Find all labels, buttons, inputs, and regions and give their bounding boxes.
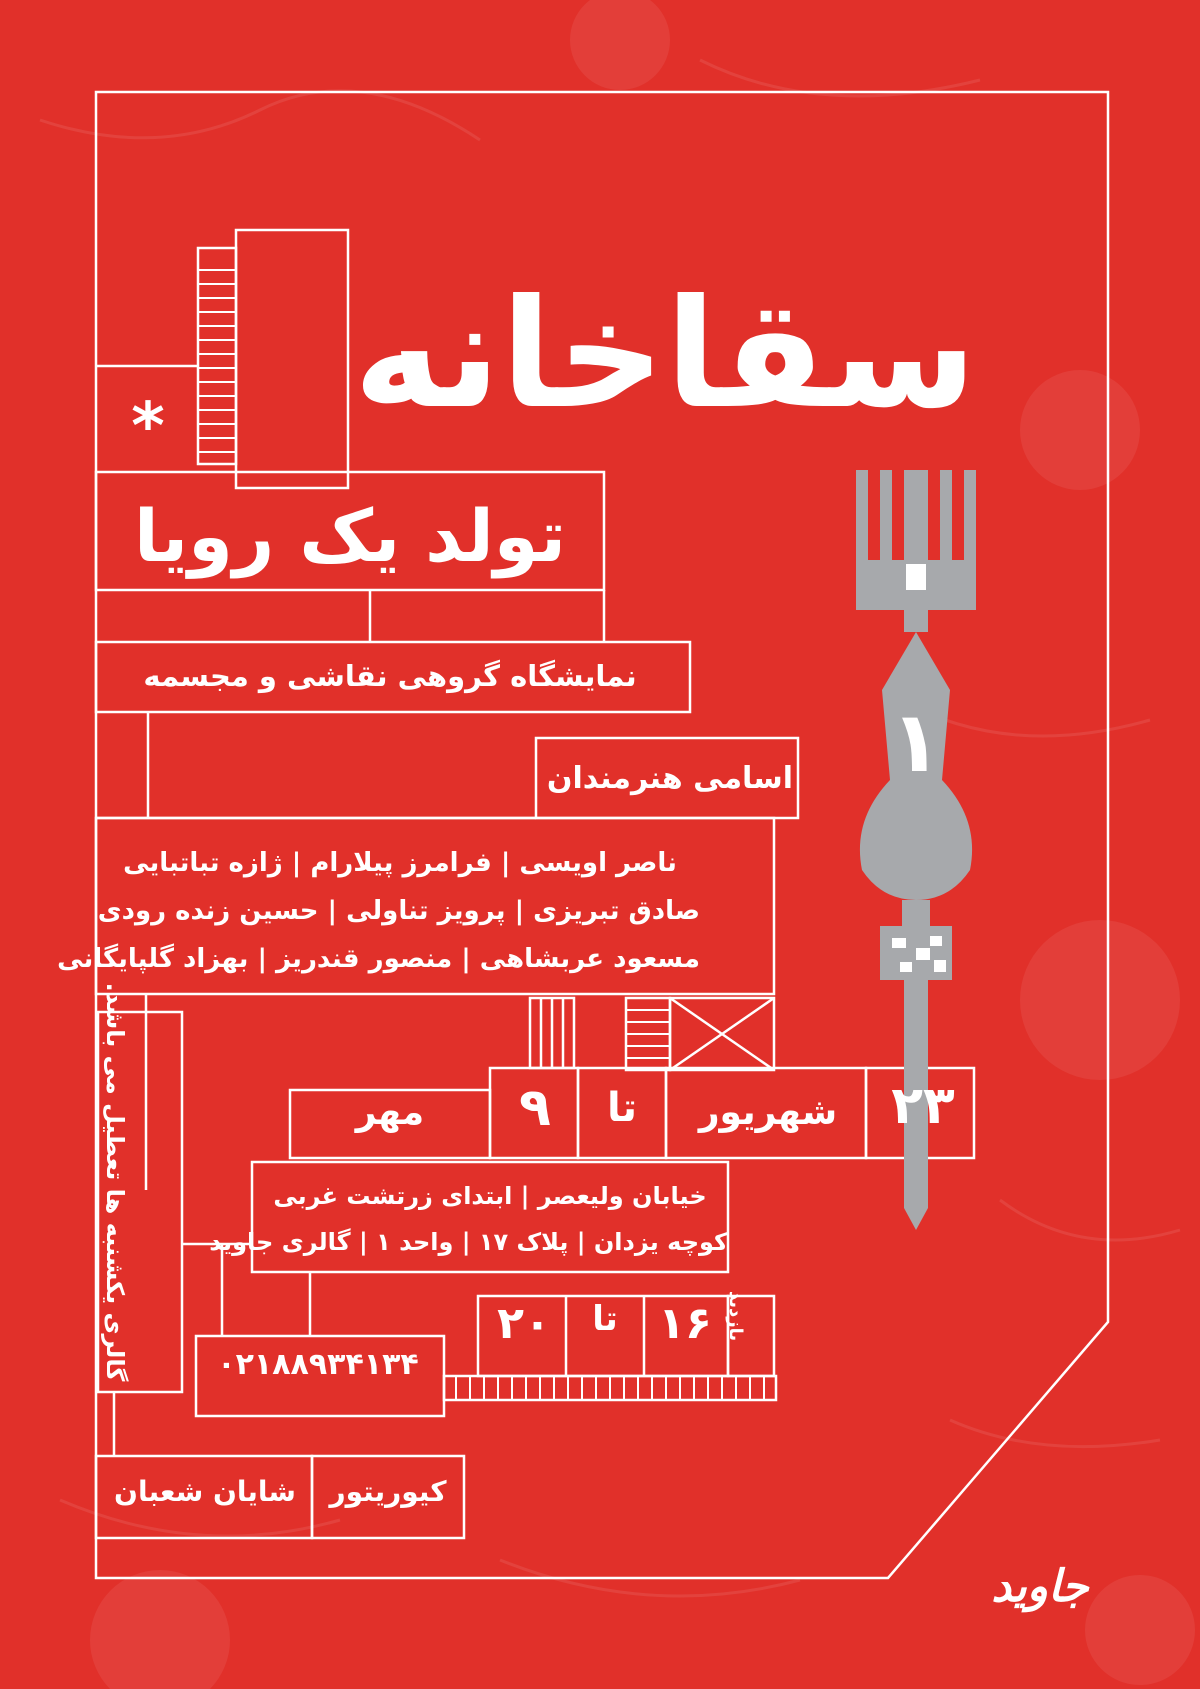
poster-title: سقاخانه <box>353 268 977 442</box>
address-line: خیابان ولیعصر | ابتدای زرتشت غربی <box>273 1182 707 1210</box>
address-line: کوچه یزدان | پلاک ۱۷ | واحد ۱ | گالری جاوید <box>209 1228 728 1256</box>
start-day: ۲۳ <box>891 1076 955 1136</box>
artists-heading: اسامی هنرمندان <box>546 761 794 796</box>
exhibition-type: نمایشگاه گروهی نقاشی و مجسمه <box>143 659 637 693</box>
visit-hours-start: ۱۶ <box>658 1298 712 1349</box>
asterisk-mark: * <box>131 390 165 464</box>
curator-name: شایان شعبان <box>114 1475 296 1508</box>
gallery-logo: جاوید <box>991 1561 1089 1612</box>
artists-line: ناصر اویسی | فرامرز پیلارام | ژازه تباتبایی <box>123 848 677 878</box>
poster-subtitle: تولد یک رویا <box>134 494 566 578</box>
visit-hours-label: بازدید <box>725 1290 746 1342</box>
visit-hours-end: ۲۰ <box>497 1298 551 1349</box>
phone-number: ۰۲۱۸۸۹۳۴۱۳۴ <box>217 1347 419 1382</box>
artists-line: مسعود عربشاهی | منصور قندریز | بهزاد گلپایگانی <box>57 944 700 974</box>
curator-label: کیوریتور <box>329 1475 447 1508</box>
date-to: تا <box>606 1085 638 1131</box>
visit-hours-to: تا <box>592 1299 618 1339</box>
closed-note: گالری یکشنبه ها تعطیل می باشد. <box>101 982 129 1382</box>
artists-line: صادق تبریزی | پرویز تناولی | حسین زنده رودی <box>97 896 700 926</box>
start-month: شهریور <box>698 1092 838 1133</box>
fork-number: ۱ <box>890 693 942 791</box>
end-month: مهر <box>355 1092 425 1133</box>
end-day: ۹ <box>519 1078 551 1138</box>
